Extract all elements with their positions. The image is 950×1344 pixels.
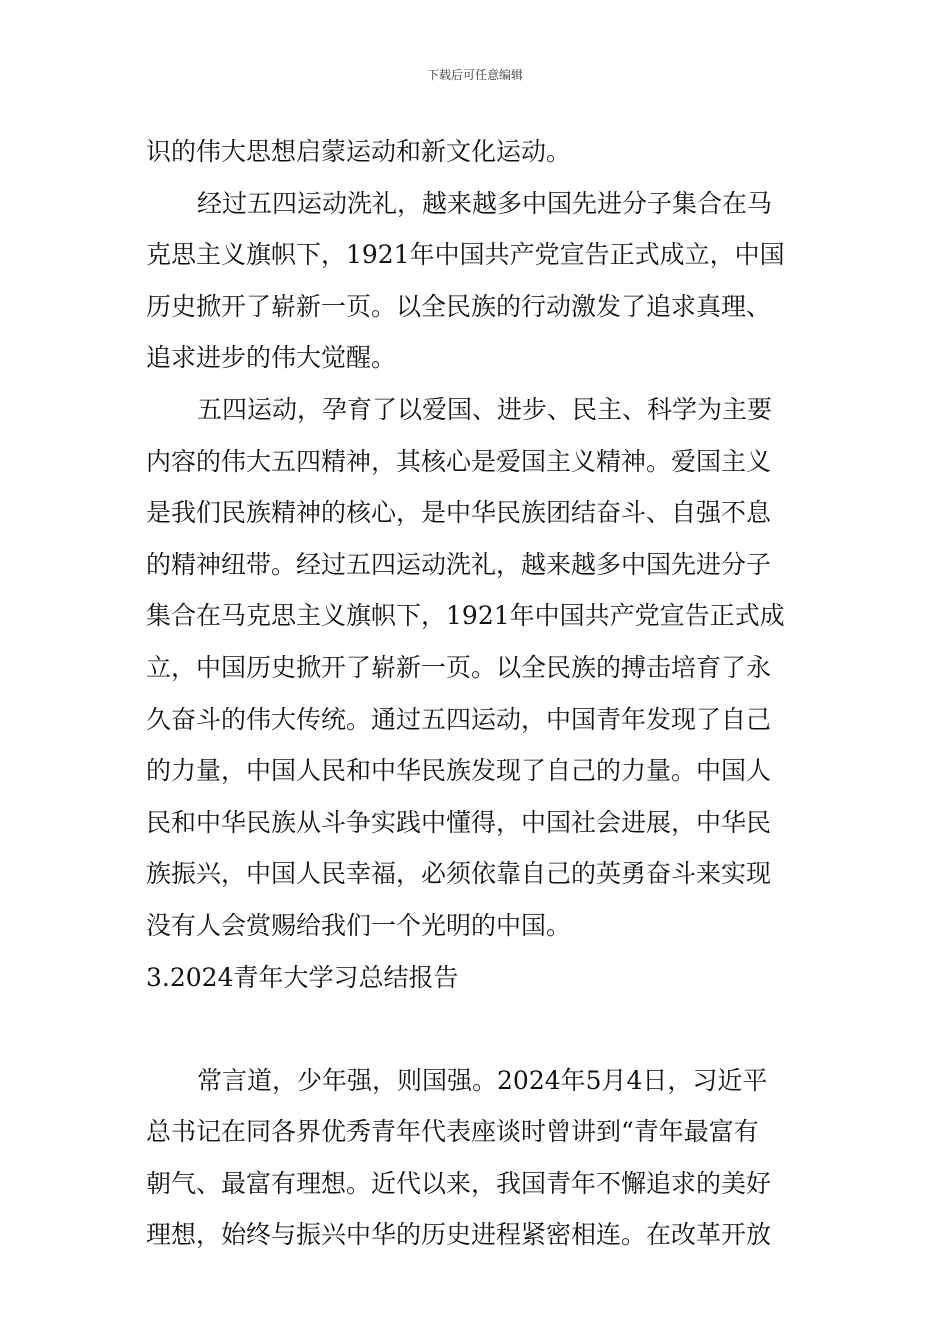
text-line: 克思主义旗帜下，1921年中国共产党宣告正式成立，中国 xyxy=(146,240,785,270)
paragraph-start-line: 常言道，少年强，则国强。2024年5月4日，习近平 xyxy=(197,1065,768,1095)
text-line: 朝气、最富有理想。近代以来，我国青年不懈追求的美好 xyxy=(146,1168,772,1198)
header-note: 下载后可任意编辑 xyxy=(426,68,523,82)
section-heading: 3.2024青年大学习总结报告 xyxy=(146,962,459,992)
text-line: 久奋斗的伟大传统。通过五四运动，中国青年发现了自己 xyxy=(146,704,772,734)
text-line: 识的伟大思想启蒙运动和新文化运动。 xyxy=(146,137,572,166)
text-line: 的力量，中国人民和中华民族发现了自己的力量。中国人 xyxy=(146,756,772,786)
text-line: 没有人会赏赐给我们一个光明的中国。 xyxy=(146,910,572,940)
text-line: 追求进步的伟大觉醒。 xyxy=(146,343,397,373)
text-line: 总书记在同各界优秀青年代表座谈时曾讲到“青年最富有 xyxy=(146,1117,759,1147)
text-line: 内容的伟大五四精神，其核心是爱国主义精神。爱国主义 xyxy=(146,446,772,476)
text-line: 集合在马克思主义旗帜下，1921年中国共产党宣告正式成 xyxy=(146,601,785,631)
text-line: 理想，始终与振兴中华的历史进程紧密相连。在改革开放 xyxy=(146,1220,772,1250)
text-line: 的精神纽带。经过五四运动洗礼，越来越多中国先进分子 xyxy=(146,549,772,579)
blank-line xyxy=(146,1003,806,1055)
paragraph-start-line: 经过五四运动洗礼，越来越多中国先进分子集合在马 xyxy=(197,188,773,218)
text-line: 历史掀开了崭新一页。以全民族的行动激发了追求真理、 xyxy=(146,291,772,321)
text-line: 民和中华民族从斗争实践中懂得，中国社会进展，中华民 xyxy=(146,807,772,837)
text-line: 是我们民族精神的核心，是中华民族团结奋斗、自强不息 xyxy=(146,498,772,528)
text-line: 立，中国历史掀开了崭新一页。以全民族的搏击培育了永 xyxy=(146,652,772,682)
document-body xyxy=(146,126,806,1261)
text-line: 族振兴，中国人民幸福，必须依靠自己的英勇奋斗来实现 xyxy=(146,859,772,889)
paragraph-start-line: 五四运动，孕育了以爱国、进步、民主、科学为主要 xyxy=(197,394,773,424)
